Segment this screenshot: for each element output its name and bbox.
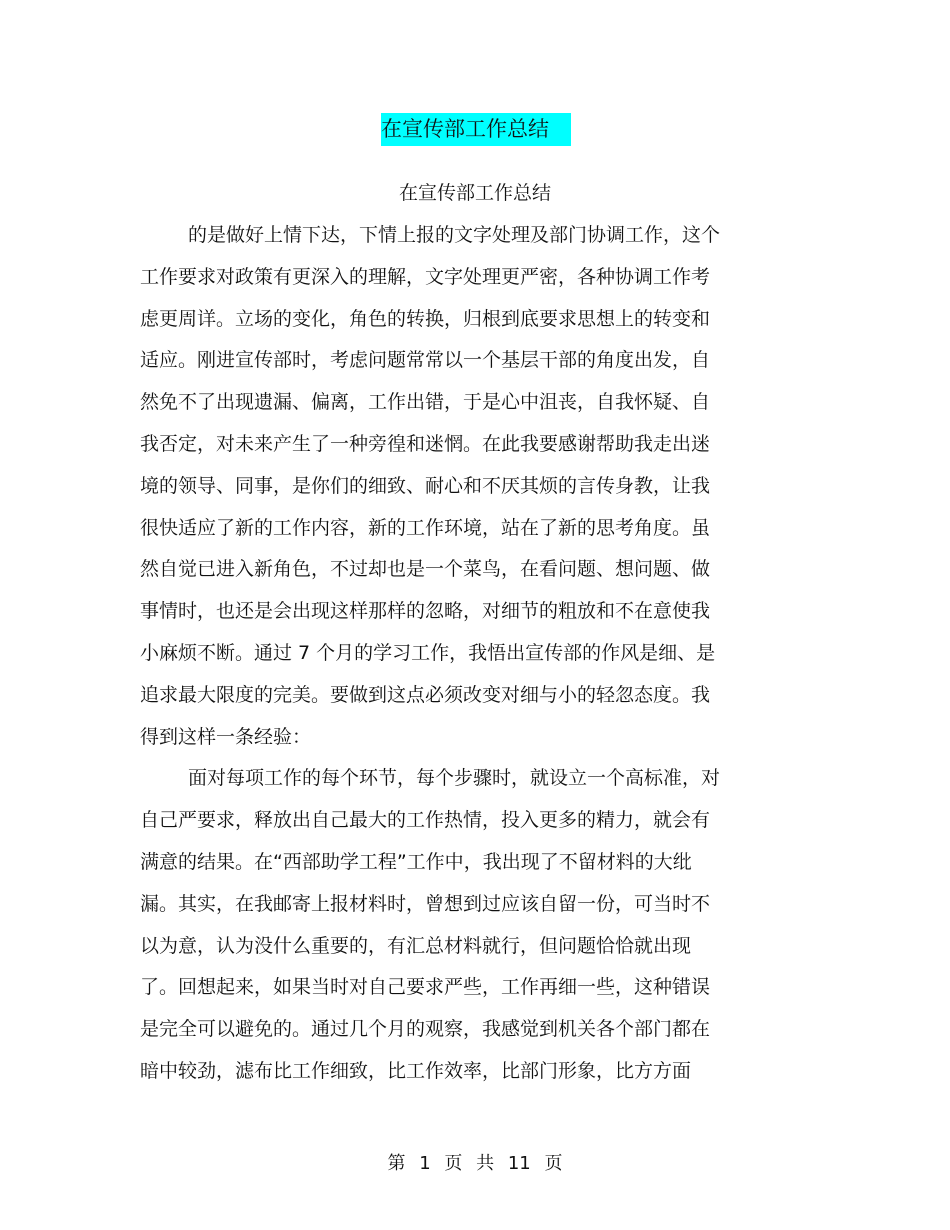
text-line: 满意的结果。在“西部助学工程”工作中，我出现了不留材料的大纰 <box>140 850 692 873</box>
text-line: 然自觉已进入新角色，不过却也是一个菜鸟，在看问题、想问题、做 <box>140 558 711 581</box>
document-title: 在宣传部工作总结 <box>381 113 571 146</box>
text-line: 虑更周详。立场的变化，角色的转换，归根到底要求思想上的转变和 <box>140 307 711 330</box>
text-line: 事情时，也还是会出现这样那样的忽略，对细节的粗放和不在意使我 <box>140 600 711 623</box>
title-container <box>0 113 950 146</box>
document-subtitle: 在宣传部工作总结 <box>398 182 551 204</box>
text-line: 小麻烦不断。通过 7 个月的学习工作，我悟出宣传部的作风是细、是 <box>140 641 716 664</box>
text-line: 的是做好上情下达，下情上报的文字处理及部门协调工作，这个 <box>188 224 721 246</box>
text-line: 自己严要求，释放出自己最大的工作热情，投入更多的精力，就会有 <box>140 809 711 832</box>
text-line: 得到这样一条经验： <box>140 725 312 748</box>
text-line: 以为意，认为没什么重要的，有汇总材料就行，但问题恰恰就出现 <box>140 934 692 957</box>
text-line: 很快适应了新的工作内容，新的工作环境，站在了新的思考角度。虽 <box>140 516 711 539</box>
text-line: 我否定，对未来产生了一种旁徨和迷惘。在此我要感谢帮助我走出迷 <box>140 432 711 455</box>
page-footer: 第 1 页 共 11 页 <box>387 1153 563 1174</box>
text-line: 境的领导、同事，是你们的细致、耐心和不厌其烦的言传身教，让我 <box>140 474 711 497</box>
text-line: 是完全可以避免的。通过几个月的观察，我感觉到机关各个部门都在 <box>140 1018 711 1041</box>
text-line: 了。回想起来，如果当时对自己要求严些，工作再细一些，这种错误 <box>140 976 711 999</box>
document-body <box>140 218 770 1096</box>
text-line: 追求最大限度的完美。要做到这点必须改变对细与小的轻忽态度。我 <box>140 683 711 706</box>
text-line: 适应。刚进宣传部时，考虑问题常常以一个基层干部的角度出发，自 <box>140 349 711 372</box>
text-line: 然免不了出现遗漏、偏离，工作出错，于是心中沮丧，自我怀疑、自 <box>140 391 711 414</box>
text-line: 暗中较劲，滤布比工作细致，比工作效率，比部门形象，比方方面 <box>140 1059 692 1082</box>
text-line: 漏。其实，在我邮寄上报材料时，曾想到过应该自留一份，可当时不 <box>140 892 711 915</box>
text-line: 面对每项工作的每个环节，每个步骤时，就设立一个高标准，对 <box>188 767 721 790</box>
text-line: 工作要求对政策有更深入的理解，文字处理更严密，各种协调工作考 <box>140 265 711 288</box>
